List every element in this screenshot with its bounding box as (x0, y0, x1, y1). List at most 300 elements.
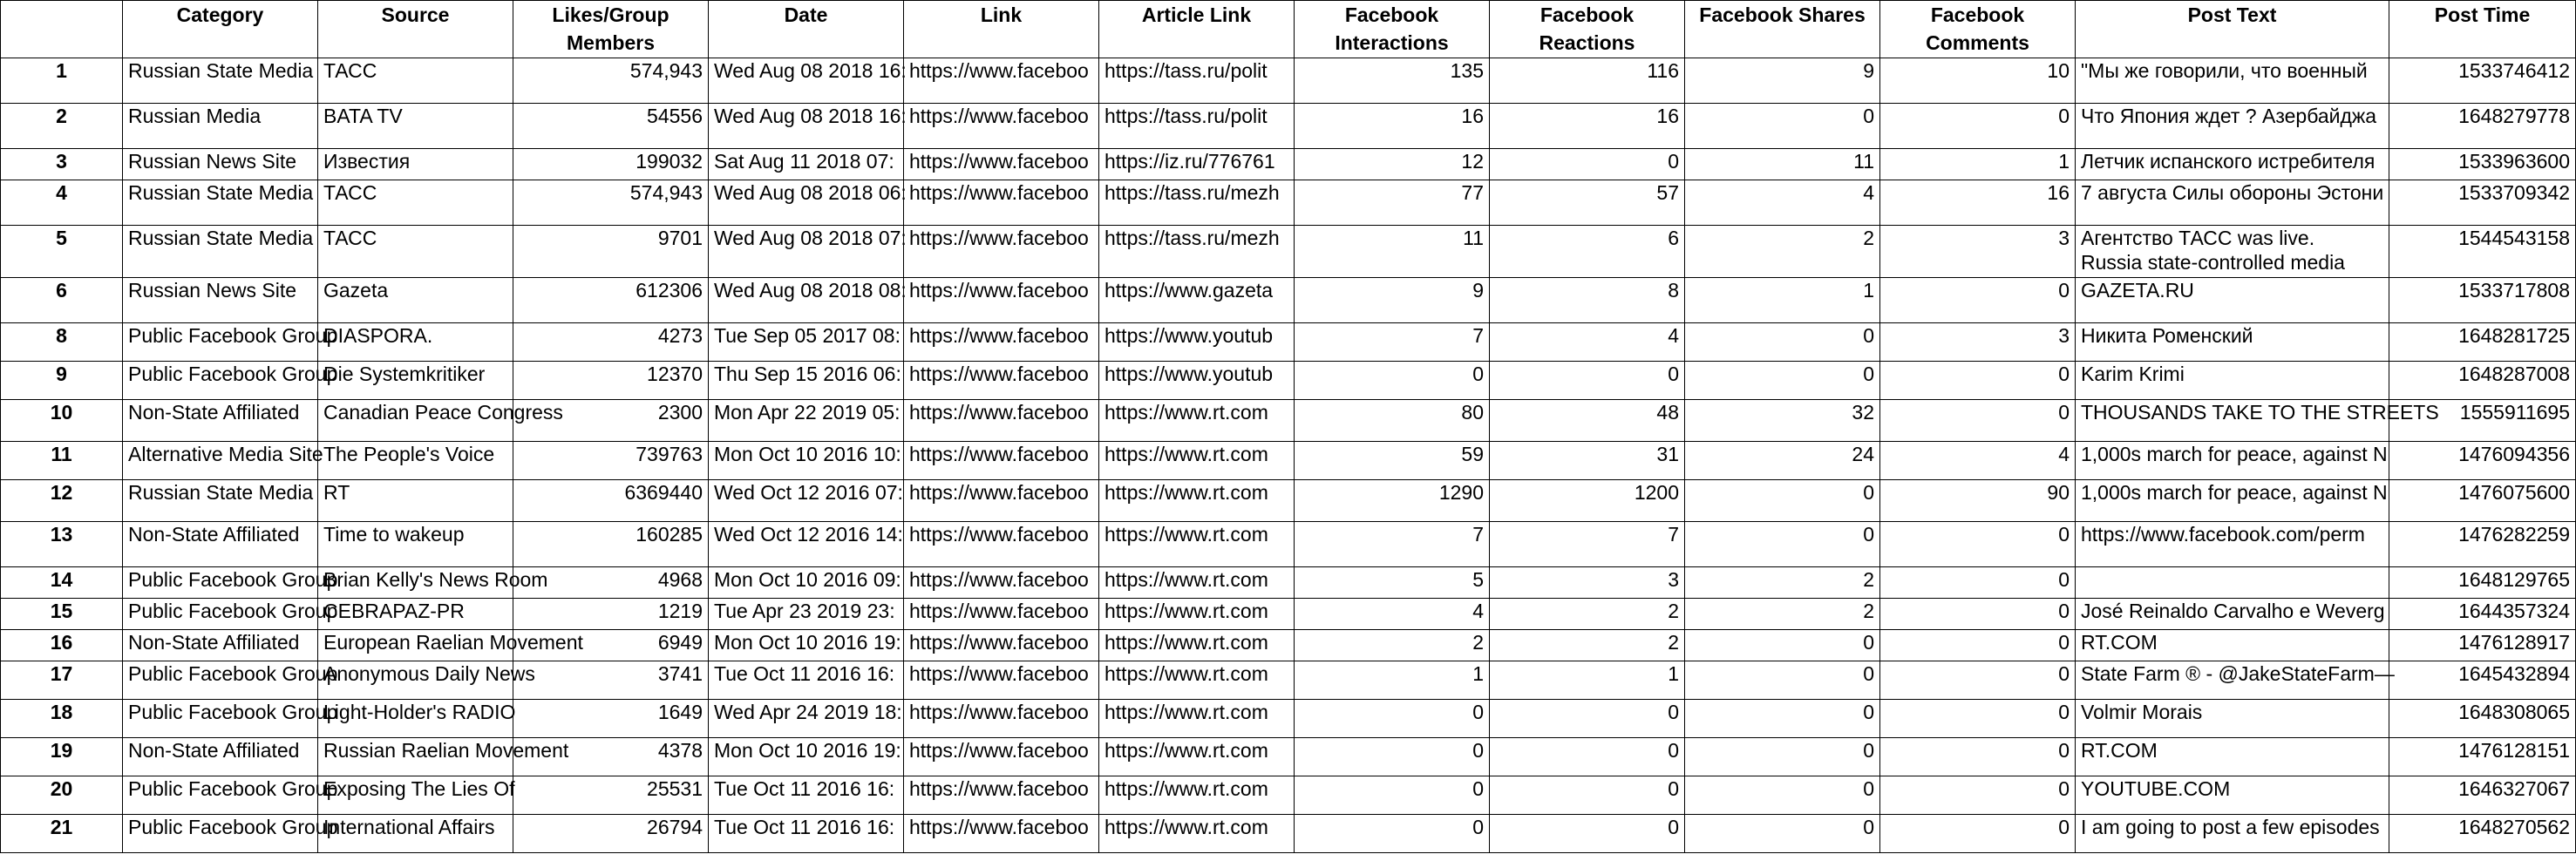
cell-source[interactable] (318, 776, 513, 815)
cell-post-time[interactable] (2389, 738, 2576, 776)
cell-comments[interactable] (1880, 323, 2076, 362)
cell-shares[interactable] (1685, 278, 1880, 323)
cell-interactions[interactable] (1295, 226, 1490, 278)
cell-reactions[interactable] (1490, 442, 1685, 480)
cell-date-value: Mon Oct 10 2016 19: (714, 631, 901, 654)
cell-comments[interactable] (1880, 278, 2076, 323)
cell-shares[interactable] (1685, 522, 1880, 567)
row-number[interactable] (1, 58, 123, 104)
cell-post-time-value: 1533709342 (2458, 181, 2570, 204)
cell-category[interactable] (123, 738, 318, 776)
cell-source[interactable] (318, 522, 513, 567)
cell-post-text[interactable] (2076, 180, 2389, 226)
cell-post-text[interactable] (2076, 400, 2439, 442)
cell-article-link[interactable] (1099, 776, 1295, 815)
cell-likes[interactable] (513, 661, 709, 700)
cell-article-link[interactable] (1099, 104, 1295, 149)
cell-interactions[interactable] (1295, 522, 1490, 567)
cell-shares-value: 0 (1863, 701, 1874, 723)
cell-source[interactable] (318, 700, 516, 738)
cell-reactions-value: 0 (1668, 816, 1679, 838)
cell-date-value: Tue Sep 05 2017 08: (714, 324, 901, 347)
cell-interactions-value: 80 (1461, 401, 1484, 424)
cell-likes[interactable] (513, 480, 709, 522)
cell-category-value: Public Facebook Group (128, 363, 338, 385)
cell-interactions[interactable] (1295, 442, 1490, 480)
cell-reactions[interactable] (1490, 278, 1685, 323)
cell-comments[interactable] (1880, 442, 2076, 480)
cell-interactions[interactable] (1295, 323, 1490, 362)
cell-date[interactable] (709, 442, 904, 480)
cell-article-link-value: https://www.rt.com (1104, 568, 1268, 591)
cell-likes[interactable] (513, 58, 709, 104)
cell-link[interactable] (904, 400, 1099, 442)
cell-post-text[interactable] (2076, 630, 2389, 661)
cell-date[interactable] (709, 567, 904, 599)
header-interactions[interactable]: Facebook Interactions (1295, 1, 1490, 58)
table-row (1, 58, 2576, 104)
cell-interactions-value: 5 (1472, 568, 1484, 591)
cell-category[interactable] (123, 661, 338, 700)
row-number[interactable] (1, 442, 123, 480)
cell-source[interactable] (318, 180, 513, 226)
cell-date[interactable] (709, 58, 907, 104)
cell-likes[interactable] (513, 323, 709, 362)
cell-article-link[interactable] (1099, 323, 1295, 362)
cell-link[interactable] (904, 738, 1099, 776)
cell-post-time-value: 1555911695 (2459, 401, 2570, 424)
cell-post-time[interactable] (2389, 630, 2576, 661)
cell-link[interactable] (904, 599, 1099, 630)
cell-source[interactable] (318, 278, 513, 323)
cell-post-text[interactable] (2076, 776, 2389, 815)
cell-shares[interactable] (1685, 400, 1880, 442)
cell-interactions[interactable] (1295, 400, 1490, 442)
cell-source[interactable] (318, 815, 513, 853)
cell-shares-value: 1 (1863, 279, 1874, 302)
cell-shares[interactable] (1685, 226, 1880, 278)
cell-link[interactable] (904, 180, 1099, 226)
cell-link[interactable] (904, 567, 1099, 599)
cell-article-link[interactable] (1099, 226, 1295, 278)
cell-interactions[interactable] (1295, 278, 1490, 323)
row-number[interactable] (1, 180, 123, 226)
cell-article-link[interactable] (1099, 567, 1295, 599)
cell-source[interactable] (318, 226, 513, 278)
cell-reactions[interactable] (1490, 226, 1685, 278)
cell-reactions[interactable] (1490, 522, 1685, 567)
cell-post-text[interactable] (2076, 226, 2389, 278)
cell-link-value: https://www.faceboo (909, 227, 1089, 249)
row-number[interactable] (1, 815, 123, 853)
cell-shares[interactable] (1685, 815, 1880, 853)
cell-article-link[interactable] (1099, 630, 1295, 661)
cell-post-time[interactable] (2389, 815, 2576, 853)
cell-comments[interactable] (1880, 480, 2076, 522)
cell-reactions-value: 1200 (1634, 481, 1679, 504)
cell-likes[interactable] (513, 522, 709, 567)
cell-reactions[interactable] (1490, 700, 1685, 738)
cell-interactions[interactable] (1295, 630, 1490, 661)
cell-link[interactable] (904, 149, 1099, 180)
cell-date[interactable] (709, 400, 904, 442)
cell-comments[interactable] (1880, 776, 2076, 815)
cell-category[interactable] (123, 776, 338, 815)
cell-article-link[interactable] (1099, 815, 1295, 853)
header-link[interactable]: Link (904, 1, 1099, 58)
cell-link[interactable] (904, 661, 1099, 700)
cell-shares[interactable] (1685, 700, 1880, 738)
cell-category[interactable] (123, 278, 318, 323)
cell-reactions[interactable] (1490, 323, 1685, 362)
cell-link[interactable] (904, 480, 1099, 522)
cell-shares[interactable] (1685, 630, 1880, 661)
cell-comments[interactable] (1880, 630, 2076, 661)
cell-comments[interactable] (1880, 58, 2076, 104)
cell-post-text[interactable] (2076, 323, 2389, 362)
cell-date[interactable] (709, 776, 904, 815)
row-number[interactable] (1, 149, 123, 180)
cell-post-text[interactable] (2076, 480, 2389, 522)
cell-source[interactable] (318, 661, 535, 700)
cell-date[interactable] (709, 323, 904, 362)
cell-reactions[interactable] (1490, 567, 1685, 599)
cell-source[interactable] (318, 630, 583, 661)
header-post-time[interactable]: Post Time (2389, 1, 2576, 58)
cell-category[interactable] (123, 700, 338, 738)
cell-category[interactable] (123, 400, 318, 442)
cell-post-text[interactable] (2076, 815, 2389, 853)
cell-shares[interactable] (1685, 776, 1880, 815)
row-number[interactable] (1, 599, 123, 630)
cell-post-time[interactable] (2389, 180, 2576, 226)
cell-category[interactable] (123, 323, 338, 362)
cell-shares[interactable] (1685, 58, 1880, 104)
cell-article-link[interactable] (1099, 149, 1295, 180)
cell-category[interactable] (123, 567, 338, 599)
cell-post-time-value: 1544543158 (2458, 227, 2570, 249)
cell-post-time[interactable] (2389, 323, 2576, 362)
cell-post-time[interactable] (2389, 480, 2576, 522)
cell-post-text[interactable] (2076, 567, 2389, 599)
cell-post-text[interactable] (2076, 104, 2389, 149)
cell-post-time-value: 1648281725 (2458, 324, 2570, 347)
cell-shares[interactable] (1685, 738, 1880, 776)
cell-article-link[interactable] (1099, 480, 1295, 522)
cell-source[interactable] (318, 442, 513, 480)
cell-post-text[interactable] (2076, 362, 2389, 400)
row-number[interactable] (1, 630, 123, 661)
cell-comments[interactable] (1880, 738, 2076, 776)
cell-likes[interactable] (513, 226, 709, 278)
cell-post-text[interactable] (2076, 522, 2389, 567)
cell-likes[interactable] (513, 599, 709, 630)
cell-shares[interactable] (1685, 661, 1880, 700)
cell-article-link[interactable] (1099, 700, 1295, 738)
cell-likes[interactable] (513, 776, 709, 815)
cell-comments[interactable] (1880, 149, 2076, 180)
cell-interactions[interactable] (1295, 700, 1490, 738)
cell-category[interactable] (123, 180, 318, 226)
cell-category[interactable] (123, 362, 338, 400)
cell-date[interactable] (709, 599, 904, 630)
cell-comments[interactable] (1880, 815, 2076, 853)
cell-reactions[interactable] (1490, 599, 1685, 630)
row-number[interactable] (1, 104, 123, 149)
cell-post-text[interactable] (2076, 599, 2389, 630)
cell-category-value: Public Facebook Group (128, 324, 338, 347)
cell-shares[interactable] (1685, 323, 1880, 362)
cell-link[interactable] (904, 58, 1099, 104)
cell-reactions-value: 2 (1668, 631, 1679, 654)
cell-article-link[interactable] (1099, 522, 1295, 567)
cell-shares[interactable] (1685, 442, 1880, 480)
cell-shares[interactable] (1685, 362, 1880, 400)
cell-category[interactable] (123, 480, 318, 522)
cell-date[interactable] (709, 738, 904, 776)
cell-source[interactable] (318, 567, 548, 599)
cell-date[interactable] (709, 226, 907, 278)
cell-category[interactable] (123, 599, 338, 630)
cell-comments[interactable] (1880, 599, 2076, 630)
cell-post-time[interactable] (2389, 522, 2576, 567)
cell-reactions[interactable] (1490, 58, 1685, 104)
cell-interactions[interactable] (1295, 661, 1490, 700)
cell-article-link[interactable] (1099, 400, 1295, 442)
cell-reactions[interactable] (1490, 815, 1685, 853)
row-number[interactable] (1, 226, 123, 278)
cell-comments[interactable] (1880, 226, 2076, 278)
cell-post-text[interactable] (2076, 661, 2395, 700)
cell-source[interactable] (318, 323, 513, 362)
cell-source[interactable] (318, 738, 569, 776)
row-number[interactable] (1, 661, 123, 700)
cell-category[interactable] (123, 442, 323, 480)
cell-source[interactable] (318, 362, 513, 400)
cell-category[interactable] (123, 815, 338, 853)
cell-date[interactable] (709, 700, 904, 738)
cell-link[interactable] (904, 700, 1099, 738)
header-category[interactable]: Category (123, 1, 318, 58)
row-number[interactable] (1, 567, 123, 599)
cell-link[interactable] (904, 226, 1099, 278)
cell-post-text[interactable] (2076, 58, 2389, 104)
row-number[interactable] (1, 323, 123, 362)
cell-post-time[interactable] (2389, 278, 2576, 323)
cell-source[interactable] (318, 104, 513, 149)
cell-link[interactable] (904, 630, 1099, 661)
cell-category[interactable] (123, 149, 318, 180)
cell-shares[interactable] (1685, 567, 1880, 599)
cell-post-time[interactable] (2389, 599, 2576, 630)
cell-interactions-value: 0 (1472, 363, 1484, 385)
cell-post-text[interactable] (2076, 149, 2389, 180)
cell-source[interactable] (318, 400, 563, 442)
cell-interactions[interactable] (1295, 149, 1490, 180)
cell-shares[interactable] (1685, 599, 1880, 630)
cell-link[interactable] (904, 442, 1099, 480)
cell-category[interactable] (123, 630, 318, 661)
cell-post-time[interactable] (2389, 567, 2576, 599)
cell-interactions[interactable] (1295, 180, 1490, 226)
cell-link[interactable] (904, 815, 1099, 853)
cell-reactions[interactable] (1490, 180, 1685, 226)
header-reactions[interactable]: Facebook Reactions (1490, 1, 1685, 58)
cell-post-time[interactable] (2389, 58, 2576, 104)
cell-likes[interactable] (513, 104, 709, 149)
row-number[interactable] (1, 776, 123, 815)
cell-post-text[interactable] (2076, 738, 2389, 776)
cell-date[interactable] (709, 480, 904, 522)
cell-category[interactable] (123, 58, 318, 104)
cell-date[interactable] (709, 104, 907, 149)
cell-likes-value: 4378 (657, 739, 703, 762)
cell-source[interactable] (318, 599, 513, 630)
cell-link[interactable] (904, 362, 1099, 400)
cell-likes[interactable] (513, 278, 709, 323)
cell-category[interactable] (123, 226, 318, 278)
cell-likes[interactable] (513, 149, 709, 180)
cell-date[interactable] (709, 180, 907, 226)
cell-interactions[interactable] (1295, 738, 1490, 776)
cell-date[interactable] (709, 630, 904, 661)
cell-article-link[interactable] (1099, 278, 1295, 323)
cell-link[interactable] (904, 104, 1099, 149)
cell-link[interactable] (904, 522, 1099, 567)
cell-date[interactable] (709, 661, 904, 700)
cell-interactions[interactable] (1295, 815, 1490, 853)
cell-comments[interactable] (1880, 522, 2076, 567)
cell-interactions[interactable] (1295, 567, 1490, 599)
cell-interactions-value: 7 (1472, 523, 1484, 546)
cell-interactions[interactable] (1295, 599, 1490, 630)
cell-comments[interactable] (1880, 700, 2076, 738)
cell-reactions[interactable] (1490, 480, 1685, 522)
cell-shares-value: 2 (1863, 227, 1874, 249)
cell-likes[interactable] (513, 442, 709, 480)
cell-interactions[interactable] (1295, 362, 1490, 400)
cell-link[interactable] (904, 278, 1099, 323)
cell-interactions[interactable] (1295, 776, 1490, 815)
cell-date[interactable] (709, 278, 907, 323)
cell-comments[interactable] (1880, 567, 2076, 599)
row-number[interactable] (1, 738, 123, 776)
row-number[interactable] (1, 480, 123, 522)
cell-post-text-value: 1,000s march for peace, against N (2081, 481, 2388, 504)
header-comments[interactable]: Facebook Comments (1880, 1, 2076, 58)
cell-post-time[interactable] (2389, 226, 2576, 278)
cell-category[interactable] (123, 522, 318, 567)
cell-reactions-value: 116 (1647, 59, 1679, 82)
cell-comments[interactable] (1880, 180, 2076, 226)
cell-post-text[interactable] (2076, 700, 2389, 738)
cell-category-value: Russian State Media (128, 227, 314, 249)
cell-post-time[interactable] (2389, 776, 2576, 815)
cell-post-text[interactable] (2076, 442, 2389, 480)
table-row (1, 700, 2576, 738)
cell-likes[interactable] (513, 362, 709, 400)
cell-link[interactable] (904, 323, 1099, 362)
cell-post-text-value: Летчик испанского истребителя (2081, 150, 2375, 173)
cell-reactions[interactable] (1490, 400, 1685, 442)
header-shares[interactable]: Facebook Shares (1685, 1, 1880, 58)
cell-reactions[interactable] (1490, 104, 1685, 149)
header-date[interactable]: Date (709, 1, 904, 58)
cell-reactions[interactable] (1490, 776, 1685, 815)
cell-comments[interactable] (1880, 362, 2076, 400)
cell-post-time[interactable] (2389, 149, 2576, 180)
cell-post-time[interactable] (2389, 362, 2576, 400)
cell-shares[interactable] (1685, 480, 1880, 522)
cell-comments[interactable] (1880, 661, 2076, 700)
cell-date-value: Mon Apr 22 2019 05: (714, 401, 901, 424)
cell-post-time[interactable] (2389, 700, 2576, 738)
cell-post-time[interactable] (2389, 661, 2576, 700)
header-source[interactable]: Source (318, 1, 513, 58)
cell-article-link[interactable] (1099, 442, 1295, 480)
row-number[interactable] (1, 362, 123, 400)
cell-post-time[interactable] (2389, 442, 2576, 480)
cell-article-link[interactable] (1099, 661, 1295, 700)
cell-category[interactable] (123, 104, 318, 149)
cell-post-time[interactable] (2389, 104, 2576, 149)
row-number[interactable] (1, 278, 123, 323)
row-number[interactable] (1, 700, 123, 738)
cell-source[interactable] (318, 58, 513, 104)
cell-article-link[interactable] (1099, 738, 1295, 776)
cell-post-text-value: THOUSANDS TAKE TO THE STREETS (2081, 401, 2439, 424)
cell-article-link[interactable] (1099, 362, 1295, 400)
cell-comments[interactable] (1880, 104, 2076, 149)
cell-interactions[interactable] (1295, 58, 1490, 104)
cell-source[interactable] (318, 149, 513, 180)
cell-interactions[interactable] (1295, 104, 1490, 149)
header-likes[interactable]: Likes/Group Members (513, 1, 709, 58)
cell-article-link-value: https://www.gazeta (1104, 279, 1274, 302)
cell-reactions[interactable] (1490, 630, 1685, 661)
cell-interactions[interactable] (1295, 480, 1490, 522)
row-number[interactable] (1, 400, 123, 442)
cell-shares[interactable] (1685, 149, 1880, 180)
header-article-link[interactable]: Article Link (1099, 1, 1295, 58)
cell-likes[interactable] (513, 180, 709, 226)
cell-date[interactable] (709, 815, 904, 853)
cell-likes[interactable] (513, 815, 709, 853)
cell-date[interactable] (709, 362, 904, 400)
cell-reactions[interactable] (1490, 149, 1685, 180)
cell-link[interactable] (904, 776, 1099, 815)
cell-shares[interactable] (1685, 104, 1880, 149)
header-post-text[interactable]: Post Text (2076, 1, 2389, 58)
cell-post-text[interactable] (2076, 278, 2389, 323)
cell-article-link[interactable] (1099, 180, 1295, 226)
cell-likes[interactable] (513, 700, 709, 738)
cell-article-link[interactable] (1099, 599, 1295, 630)
cell-date[interactable] (709, 149, 904, 180)
cell-reactions[interactable] (1490, 661, 1685, 700)
cell-shares[interactable] (1685, 180, 1880, 226)
row-number-value: 14 (50, 568, 73, 591)
cell-article-link[interactable] (1099, 58, 1295, 104)
header-rownum[interactable] (1, 1, 123, 58)
cell-reactions[interactable] (1490, 738, 1685, 776)
cell-comments[interactable] (1880, 400, 2076, 442)
row-number[interactable] (1, 522, 123, 567)
table-row (1, 278, 2576, 323)
cell-date[interactable] (709, 522, 904, 567)
cell-source[interactable] (318, 480, 513, 522)
cell-reactions[interactable] (1490, 362, 1685, 400)
